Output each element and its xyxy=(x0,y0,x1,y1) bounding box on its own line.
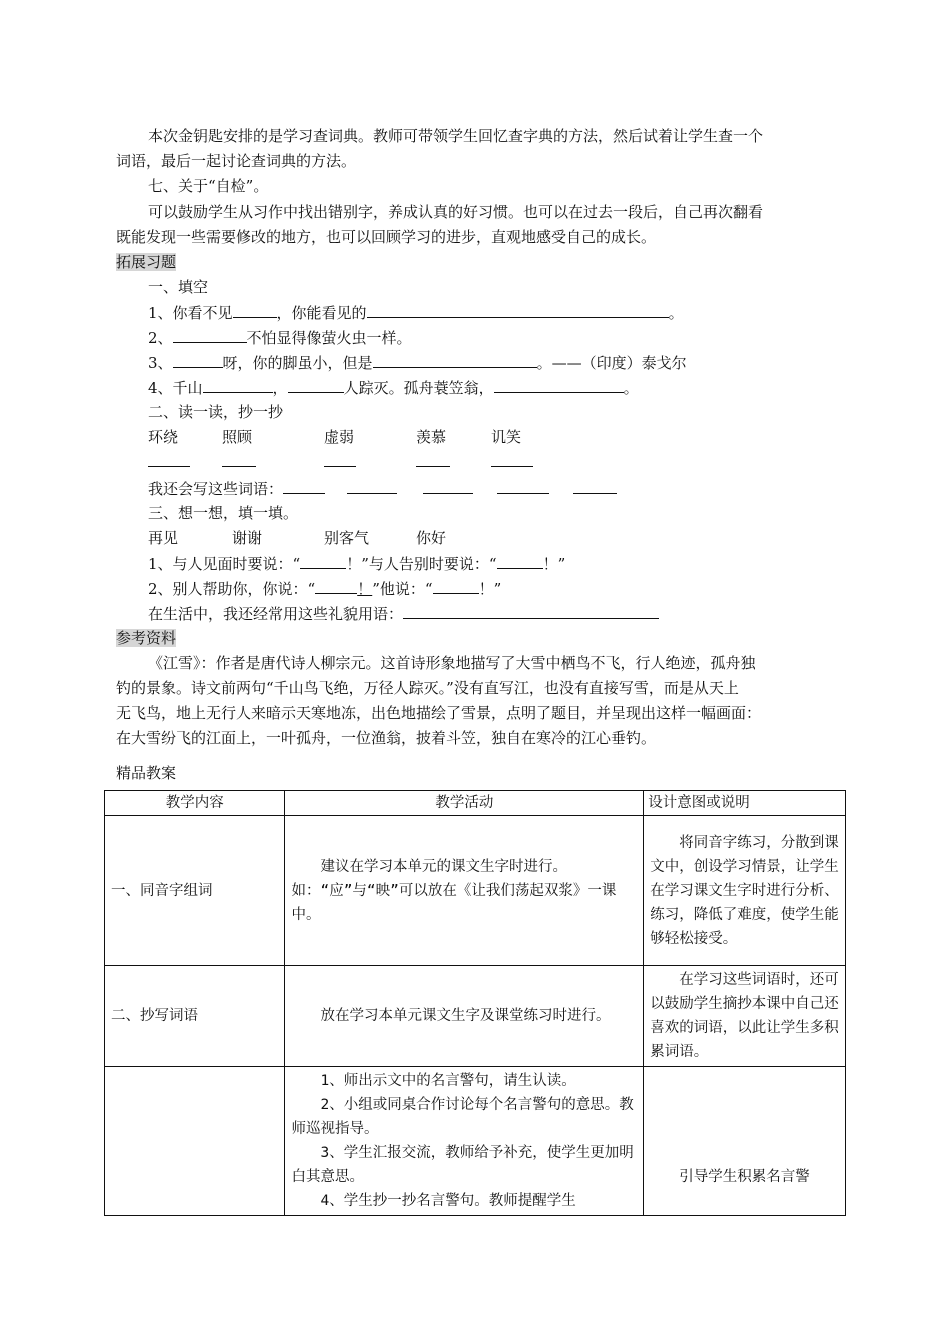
row3-content xyxy=(105,1067,285,1216)
fill-question-2: 2、别人帮助你，你说：“ ！”他说：“ ！” xyxy=(148,577,501,600)
word-3: 虚弱 xyxy=(324,428,355,446)
question-3: 3、 呀，你的脚虽小，但是 。——（印度）泰戈尔 xyxy=(148,351,687,374)
table-row xyxy=(105,1067,846,1216)
word-5: 讥笑 xyxy=(491,428,522,446)
row1-activity: 建议在学习本单元的课文生字时进行。如：“应”与“映”可以放在《让我们荡起双浆》一课中。 xyxy=(285,816,644,966)
intro-paragraph-3-line-1: 可以鼓励学生从习作中找出错别字，养成认真的好习惯。也可以在过去一段后，自己再次翻看 xyxy=(148,203,764,221)
copy-words-section-title: 二、读一读，抄一抄 xyxy=(148,403,284,421)
copy-blank-3 xyxy=(324,466,356,467)
fill-blank-section-title: 一、填空 xyxy=(148,278,209,296)
header-activity: 教学活动 xyxy=(285,791,644,816)
question-4: 4、千山 ， 人踪灭。孤舟蓑笠翁， 。 xyxy=(148,376,639,399)
reference-line-2: 钓的景象。诗文前两句“千山鸟飞绝，万径人踪灭。”没有直写江，也没有直接写雪，而是从天上 xyxy=(116,679,739,697)
think-fill-section-title: 三、想一想，填一填。 xyxy=(148,504,299,522)
copy-blank-2 xyxy=(222,466,256,467)
intro-paragraph-1-line-1: 本次金钥匙安排的是学习查词典。教师可带领学生回忆查字典的方法，然后试着让学生查一个 xyxy=(148,127,764,145)
exercises-heading: 拓展习题 xyxy=(116,253,177,271)
row2-content: 二、抄写词语 xyxy=(105,966,285,1067)
question-1: 1、你看不见 ，你能看见的 。 xyxy=(148,301,684,324)
greeting-1: 再见 xyxy=(148,529,179,547)
header-content: 教学内容 xyxy=(105,791,285,816)
lesson-plan-table xyxy=(104,790,846,1216)
header-intent: 设计意图或说明 xyxy=(644,791,846,816)
fill-question-3: 在生活中，我还经常用这些礼貌用语： xyxy=(148,602,659,625)
greeting-4: 你好 xyxy=(416,529,447,547)
word-4: 羡慕 xyxy=(416,428,447,446)
intro-paragraph-1-line-2: 词语，最后一起讨论查词典的方法。 xyxy=(116,152,357,170)
word-2: 照顾 xyxy=(222,428,253,446)
word-1: 环绕 xyxy=(148,428,179,446)
table-row xyxy=(105,966,846,1067)
copy-blank-5 xyxy=(491,466,533,467)
intro-paragraph-3-line-2: 既能发现一些需要修改的地方，也可以回顾学习的进步，直观地感受自己的成长。 xyxy=(116,228,657,246)
table-row xyxy=(105,816,846,966)
row3-activity: 1、师出示文中的名言警句，请生认读。 2、小组或同桌合作讨论每个名言警句的意思。教师巡视指导。 3、学生汇报交流，教师给予补充，使学生更加明白其意思。 4、学生抄一抄名言警句。教师提醒学生 xyxy=(285,1067,644,1216)
question-2: 2、 不怕显得像萤火虫一样。 xyxy=(148,326,412,349)
row1-intent: 将同音字练习，分散到课文中，创设学习情景，让学生在学习课文生字时进行分析、练习，降低了难度，使学生能够轻松接受。 xyxy=(644,816,846,966)
row2-activity: 放在学习本单元课文生字及课堂练习时进行。 xyxy=(285,966,644,1067)
row1-content: 一、同音字组词 xyxy=(105,816,285,966)
fill-question-1: 1、与人见面时要说：“ ！”与人告别时要说：“ ！” xyxy=(148,552,565,575)
greeting-2: 谢谢 xyxy=(232,529,263,547)
table-header-row xyxy=(105,791,846,816)
greeting-3: 别客气 xyxy=(324,529,370,547)
copy-blank-4 xyxy=(416,466,450,467)
reference-line-3: 无飞鸟，地上无行人来暗示天寒地冻，出色地描绘了雪景，点明了题目，并呈现出这样一幅画面： xyxy=(116,704,762,722)
reference-heading: 参考资料 xyxy=(116,629,177,647)
reference-line-4: 在大雪纷飞的江面上，一叶孤舟，一位渔翁，披着斗笠，独自在寒冷的江心垂钓。 xyxy=(116,729,657,747)
copy-blank-1 xyxy=(148,466,190,467)
lesson-plan-title: 精品教案 xyxy=(116,764,177,782)
row3-intent: 引导学生积累名言警 xyxy=(644,1067,846,1216)
also-write-prompt: 我还会写这些词语： xyxy=(148,477,617,500)
reference-line-1: 《江雪》：作者是唐代诗人柳宗元。这首诗形象地描写了大雪中栖鸟不飞，行人绝迹，孤舟独 xyxy=(148,654,756,672)
row2-intent: 在学习这些词语时，还可以鼓励学生摘抄本课中自己还喜欢的词语，以此让学生多积累词语。 xyxy=(644,966,846,1067)
intro-section-7-title: 七、关于“自检”。 xyxy=(148,177,269,195)
